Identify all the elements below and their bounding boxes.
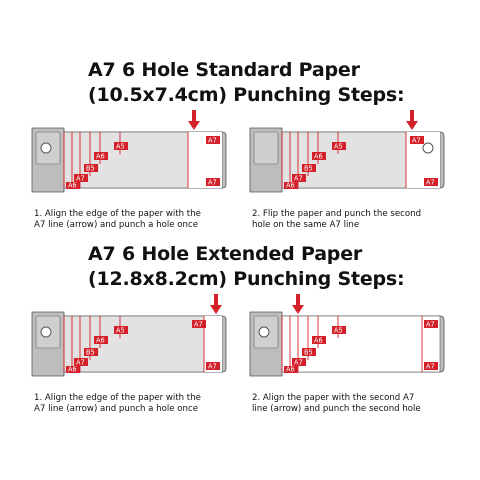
label-b5: B5: [86, 164, 95, 173]
caption-line-2: A7 line (arrow) and punch a hole once: [34, 220, 199, 230]
arrow-down-icon: [292, 294, 304, 314]
punch-diagram-standard-step-2: [246, 118, 446, 190]
section-1-title: [88, 58, 468, 108]
label-b5: B5: [86, 348, 95, 357]
label-a5: A5: [116, 326, 125, 335]
punched-hole-icon: [259, 327, 269, 337]
caption-line-2: A7 line (arrow) and punch a hole once: [34, 404, 199, 414]
section-2-title: [88, 242, 468, 292]
caption-extended-step-1: [34, 393, 246, 415]
caption-standard-step-2: [252, 209, 464, 231]
label-a6: A6: [314, 336, 323, 345]
label-a7-top: A7: [412, 136, 421, 145]
section-1-title-line-2: (10.5x7.4cm) Punching Steps:: [88, 84, 405, 106]
punch-side-block: [254, 132, 278, 164]
caption-line-1: 2. Align the paper with the second A7: [252, 393, 415, 403]
punch-diagram-extended-step-2: [246, 302, 446, 374]
label-a5: A5: [334, 326, 343, 335]
label-a6-bottom: A6: [68, 365, 77, 374]
arrow-down-icon: [406, 110, 418, 130]
label-a7-bottom: A7: [426, 362, 435, 371]
label-a7-bottom: A7: [208, 362, 217, 371]
label-a7-small: A7: [294, 174, 303, 183]
caption-line-1: 1. Align the edge of the paper with the: [34, 393, 201, 403]
section-2-title-line-2: (12.8x8.2cm) Punching Steps:: [88, 268, 405, 290]
label-a6-bottom: A6: [286, 181, 295, 190]
caption-line-1: 2. Flip the paper and punch the second: [252, 209, 422, 219]
label-a7-top: A7: [194, 320, 203, 329]
label-a6-bottom: A6: [286, 365, 295, 374]
label-a5: A5: [116, 142, 125, 151]
label-a5: A5: [334, 142, 343, 151]
section-1-title-line-1: A7 6 Hole Standard Paper: [88, 59, 360, 81]
label-a7-bottom: A7: [208, 178, 217, 187]
arrow-down-icon: [210, 294, 222, 314]
label-a7-bottom: A7: [426, 178, 435, 187]
punch-diagram-extended-step-1: [28, 302, 228, 374]
label-b5: B5: [304, 164, 313, 173]
label-a7-small: A7: [76, 174, 85, 183]
arrow-down-icon: [188, 110, 200, 130]
section-2-title-line-1: A7 6 Hole Extended Paper: [88, 243, 363, 265]
caption-standard-step-1: [34, 209, 246, 231]
punch-diagram-standard-step-1: [28, 118, 228, 190]
caption-line-1: 1. Align the edge of the paper with the: [34, 209, 201, 219]
label-a7-top: A7: [426, 320, 435, 329]
caption-line-2: hole on the same A7 line: [252, 220, 360, 230]
caption-line-2: line (arrow) and punch the second hole: [252, 404, 421, 414]
label-a6: A6: [314, 152, 323, 161]
punch-hole-icon: [41, 327, 51, 337]
label-a6-bottom: A6: [68, 181, 77, 190]
label-a7-small: A7: [294, 358, 303, 367]
label-a7-small: A7: [76, 358, 85, 367]
label-b5: B5: [304, 348, 313, 357]
label-a6: A6: [96, 336, 105, 345]
label-a7-top: A7: [208, 136, 217, 145]
punched-hole-icon: [423, 143, 433, 153]
caption-extended-step-2: [252, 393, 464, 415]
label-a6: A6: [96, 152, 105, 161]
punch-hole-icon: [41, 143, 51, 153]
